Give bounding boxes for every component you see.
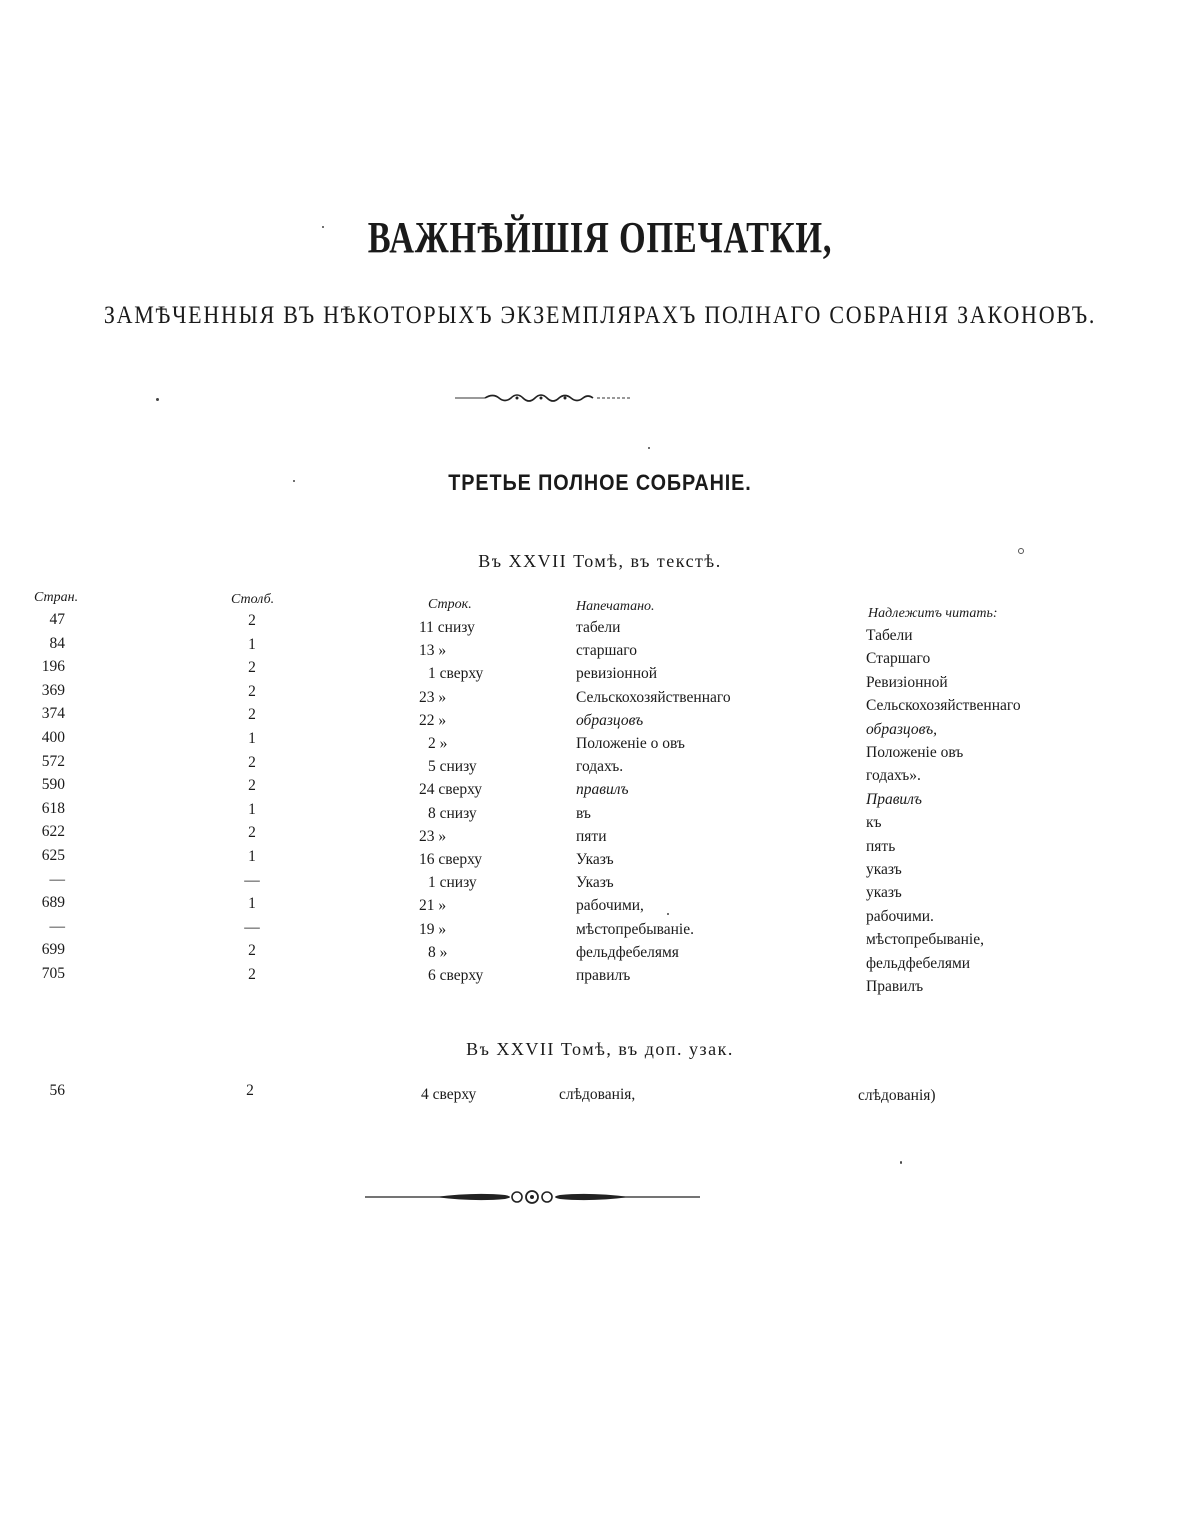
large-ornament-icon [365, 1186, 700, 1208]
cell-column: 2 [248, 824, 256, 842]
cell-printed: слѣдованія, [559, 1086, 636, 1103]
cell-page: 56 [49, 1082, 65, 1099]
speck [900, 1161, 902, 1164]
cell-printed: старшаго [576, 642, 638, 660]
cell-line: 24 сверху [419, 781, 483, 799]
cell-column: 2 [248, 612, 256, 629]
cell-correct: указъ [866, 884, 902, 902]
cell-page: 705 [41, 965, 65, 982]
column-header-page: Стран. [34, 590, 79, 605]
cell-line: 5 снизу [428, 758, 477, 776]
cell-correct: слѣдованія) [858, 1087, 936, 1104]
cell-page: 572 [41, 752, 65, 770]
cell-column: — [244, 871, 260, 889]
cell-printed: правилъ [576, 967, 631, 984]
column-header-line: Строк. [428, 597, 472, 612]
cell-correct: Правилъ [866, 978, 924, 995]
cell-printed: мѣстопребываніе. [576, 920, 694, 938]
cell-page: 625 [41, 847, 65, 864]
cell-page: 699 [41, 941, 65, 959]
cell-column: 1 [248, 800, 256, 818]
speck [648, 447, 650, 449]
cell-line: 21 » [419, 897, 447, 915]
cell-correct: Сельскохозяйственнаго [866, 697, 1021, 715]
cell-column: 1 [248, 730, 256, 747]
cell-page: 374 [41, 705, 65, 723]
cell-correct: образцовъ, [866, 720, 938, 738]
column-header-should-read: Надлежитъ читать: [868, 606, 998, 621]
cell-printed: рабочими, [576, 897, 644, 915]
cell-column: 1 [248, 848, 256, 865]
cell-correct: Ревизіонной [866, 673, 948, 691]
cell-correct: годахъ». [866, 767, 921, 785]
cell-column: 1 [248, 895, 256, 913]
cell-page: 196 [41, 658, 65, 676]
cell-column: 2 [248, 659, 256, 677]
cell-line: 2 » [428, 735, 448, 752]
cell-page: 47 [49, 611, 65, 628]
cell-page: 622 [41, 823, 65, 841]
cell-correct: мѣстопребываніе, [866, 931, 984, 949]
cell-correct: указъ [866, 861, 902, 878]
cell-correct: пять [866, 837, 896, 855]
page-title: ВАЖНѢЙШІЯ ОПЕЧАТКИ, [367, 213, 833, 262]
cell-line: 6 сверху [428, 967, 484, 984]
cell-page: — [49, 917, 65, 935]
small-ornament-icon [455, 388, 630, 408]
cell-line: 11 снизу [419, 619, 475, 636]
speck [322, 226, 324, 228]
cell-correct: Табели [866, 627, 913, 644]
column-header-printed: Напечатано. [576, 599, 655, 614]
cell-column: — [244, 918, 260, 936]
column-header-column: Столб. [231, 592, 275, 607]
speck [293, 480, 295, 482]
cell-page: 618 [41, 799, 65, 817]
cell-column: 2 [248, 682, 256, 700]
cell-column: 2 [248, 753, 256, 771]
cell-page: — [49, 870, 65, 888]
cell-line: 1 снизу [428, 874, 477, 892]
cell-line: 8 » [428, 943, 448, 961]
cell-line: 8 снизу [428, 804, 477, 822]
cell-correct: Положеніе овъ [866, 744, 964, 761]
cell-printed: табели [576, 619, 621, 636]
cell-line: 16 сверху [419, 851, 483, 868]
cell-printed: правилъ [576, 781, 629, 799]
cell-printed: Указъ [576, 874, 614, 892]
page-subtitle: ЗАМѢЧЕННЫЯ ВЪ НѢКОТОРЫХЪ ЭКЗЕМПЛЯРАХЪ ПОЛНАГО СОБРАНІЯ ЗАКОНОВЪ. [103, 302, 1097, 329]
cell-line: 23 » [419, 688, 447, 706]
cell-line: 13 » [419, 642, 447, 660]
cell-page: 689 [41, 894, 65, 912]
cell-column: 2 [248, 777, 256, 795]
cell-column: 2 [246, 1082, 254, 1099]
cell-line: 19 » [419, 920, 447, 938]
speck [1018, 548, 1024, 554]
cell-column: 2 [248, 942, 256, 960]
speck [667, 913, 669, 915]
cell-correct: Правилъ [866, 790, 922, 808]
cell-printed: пяти [576, 827, 607, 845]
cell-page: 84 [49, 634, 65, 652]
cell-printed: Положеніе о овъ [576, 735, 685, 752]
cell-line: 4 сверху [421, 1086, 477, 1103]
cell-printed: образцовъ [576, 711, 644, 729]
cell-column: 2 [248, 966, 256, 983]
cell-page: 400 [41, 729, 65, 746]
cell-correct: къ [866, 814, 882, 832]
cell-printed: фельдфебелямя [576, 943, 679, 961]
cell-line: 23 » [419, 827, 447, 845]
cell-line: 22 » [419, 711, 447, 729]
cell-correct: рабочими. [866, 907, 934, 925]
cell-correct: Старшаго [866, 650, 931, 668]
cell-printed: годахъ. [576, 758, 624, 776]
cell-page: 590 [41, 776, 65, 794]
cell-printed: въ [576, 804, 591, 822]
section-title: ТРЕТЬЕ ПОЛНОЕ СОБРАНІЕ. [448, 470, 752, 495]
volume-text-heading: Въ XXVII Томѣ, въ текстѣ. [478, 551, 722, 571]
cell-column: 1 [248, 635, 256, 653]
cell-column: 2 [248, 706, 256, 724]
cell-page: 369 [41, 681, 65, 699]
volume-supp-heading: Въ XXVII Томѣ, въ доп. узак. [466, 1039, 734, 1059]
speck [156, 398, 159, 401]
cell-printed: Сельскохозяйственнаго [576, 688, 731, 706]
cell-correct: фельдфебелями [866, 954, 971, 972]
cell-line: 1 сверху [428, 665, 484, 683]
cell-printed: Указъ [576, 851, 614, 868]
cell-printed: ревизіонной [576, 665, 658, 683]
